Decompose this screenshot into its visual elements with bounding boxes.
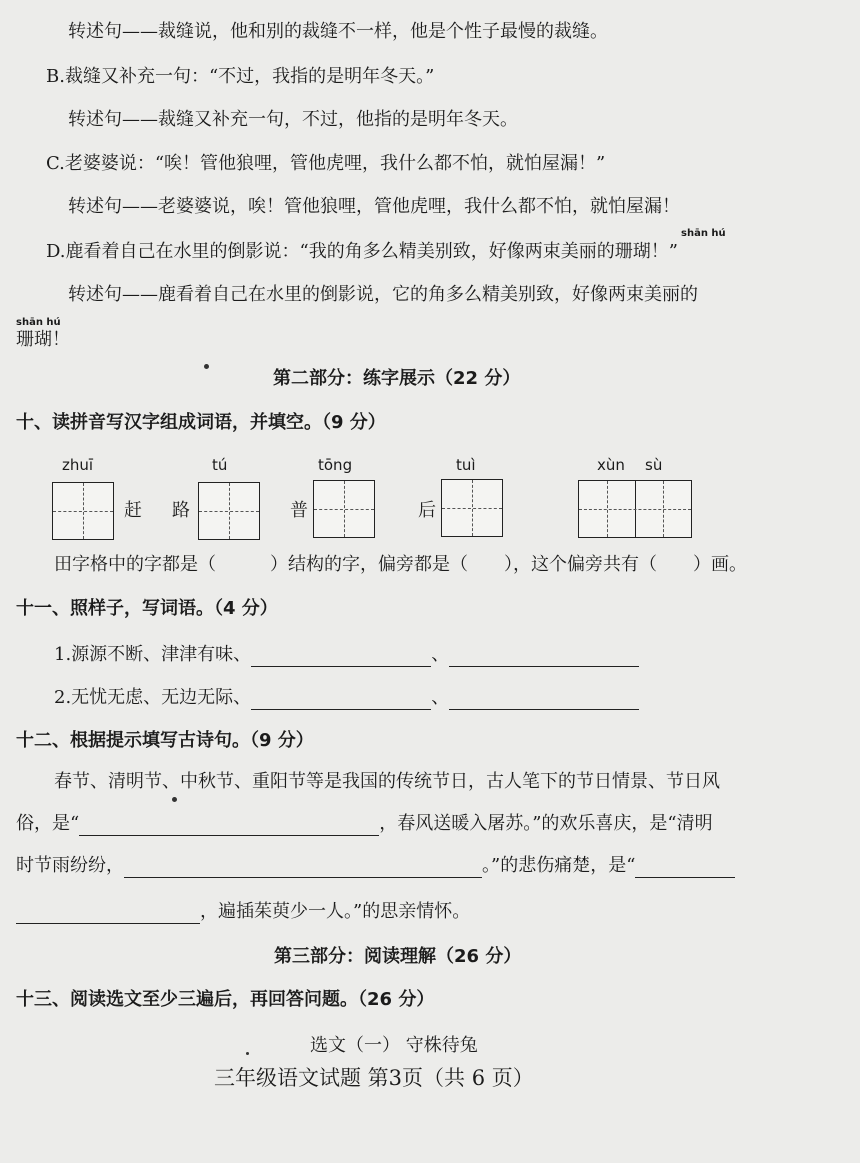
q12-blank2[interactable] [124,859,482,878]
q11-item1-sep: 、 [431,644,450,665]
original-speech-b: B.裁缝又补充一句：“不过，我指的是明年冬天。” [46,66,435,87]
q11-item1-blank2[interactable] [449,648,639,667]
q12-para-line4 [16,900,470,924]
q11-item2-blank1[interactable] [251,691,431,710]
word2-char: 路 [172,500,190,521]
pinyin-tui: tuì [456,456,476,474]
part2-title: 第二部分：练字展示（22 分） [273,368,521,389]
tianzige-box-5-6[interactable] [578,480,692,538]
q12-p4: ，遍插茱萸少一人。”的思亲情怀。 [200,901,471,922]
page-footer: 三年级语文试题 第3页（共 6 页） [214,1066,534,1090]
q12-p2a: 俗，是“ [16,813,80,834]
reported-speech-a: 转述句——裁缝说，他和别的裁缝不一样，他是个性子最慢的裁缝。 [68,21,608,42]
q12-p3b: 。”的悲伤痛楚，是“ [482,855,636,876]
q12-para-line3 [16,854,735,878]
original-speech-c: C.老婆婆说：“唉！管他狼哩，管他虎哩，我什么都不怕，就怕屋漏！” [46,153,606,174]
q12-blank1[interactable] [79,817,379,836]
q12-p3a: 时节雨纷纷， [16,855,124,876]
q11-item2-sep: 、 [431,687,450,708]
scan-speck [246,1052,249,1055]
q12-blank3-end[interactable] [16,905,200,924]
q12-title: 十二、根据提示填写古诗句。（9 分） [16,730,314,751]
pinyin-tu: tú [212,456,228,474]
reported-speech-d-end: 珊瑚！ [16,329,70,350]
word4-char: 后 [418,500,436,521]
q12-para-line2 [16,812,713,836]
pinyin-shanhu-bottom: shān hú [16,317,61,328]
q10-fill-sentence: 田字格中的字都是（ ）结构的字，偏旁都是（ ），这个偏旁共有（ ）画。 [54,554,747,575]
q12-p2b: ，春风送暖入屠苏。”的欢乐喜庆，是“清明 [379,813,713,834]
word3-char: 普 [290,500,308,521]
q13-title: 十三、阅读选文至少三遍后，再回答问题。（26 分） [16,989,435,1010]
reading-passage-title: 选文（一） 守株待兔 [310,1035,478,1056]
reported-speech-c: 转述句——老婆婆说，唉！管他狼哩，管他虎哩，我什么都不怕，就怕屋漏！ [68,196,680,217]
q11-item2-blank2[interactable] [449,691,639,710]
reported-speech-d: 转述句——鹿看着自己在水里的倒影说，它的角多么精美别致，好像两束美丽的 [68,284,698,305]
scan-speck [172,797,177,802]
part3-title: 第三部分：阅读理解（26 分） [274,946,522,967]
pinyin-tong: tōng [318,456,353,474]
q11-item2 [54,686,639,710]
pinyin-su: sù [645,456,663,474]
scan-speck [204,364,209,369]
tianzige-box-2[interactable] [198,482,260,540]
q12-blank3-start[interactable] [635,859,735,878]
word1-char: 赶 [124,500,142,521]
tianzige-box-4[interactable] [441,479,503,537]
original-speech-d: D.鹿看着自己在水里的倒影说：“我的角多么精美别致，好像两束美丽的珊瑚！” [46,241,678,262]
q11-item1-blank1[interactable] [251,648,431,667]
pinyin-shanhu-top: shān hú [681,228,726,239]
q11-item2-text: 2.无忧无虑、无边无际、 [54,687,252,708]
tianzige-box-3[interactable] [313,480,375,538]
pinyin-xun: xùn [597,456,625,474]
pinyin-zhui: zhuī [62,456,94,474]
q12-para-line1: 春节、清明节、中秋节、重阳节等是我国的传统节日，古人笔下的节日情景、节日风 [54,771,720,792]
q11-item1-text: 1.源源不断、津津有味、 [54,644,252,665]
q10-title: 十、读拼音写汉字组成词语，并填空。（9 分） [16,412,386,433]
tianzige-box-1[interactable] [52,482,114,540]
q11-title: 十一、照样子，写词语。（4 分） [16,598,278,619]
reported-speech-b: 转述句——裁缝又补充一句，不过，他指的是明年冬天。 [68,109,518,130]
q11-item1 [54,643,639,667]
